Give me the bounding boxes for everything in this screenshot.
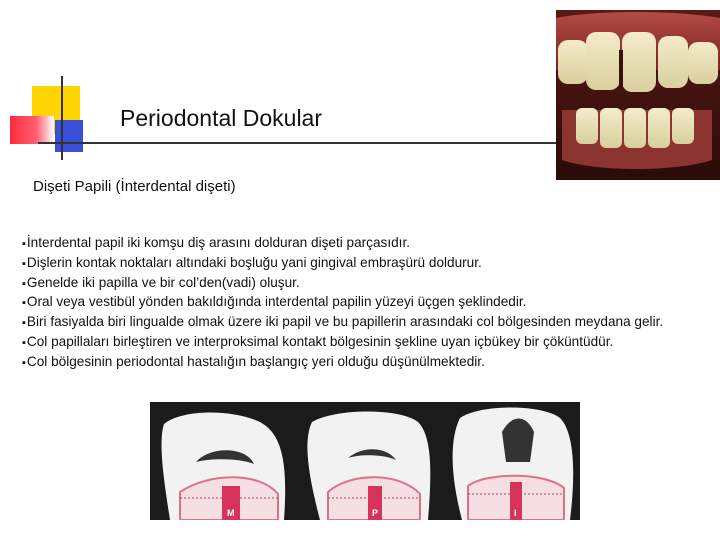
slide-subtitle: Dişeti Papili (İnterdental dişeti) xyxy=(33,178,236,195)
decor-horizontal-line xyxy=(38,142,598,144)
bullet-item: ▪ Dişlerin kontak noktaları altındaki boşluğu yani gingival embraşürü doldurur. xyxy=(22,254,720,274)
bullet-item: ▪ Col bölgesinin periodontal hastalığın başlangıç yeri olduğu düşünülmektedir. xyxy=(22,353,720,373)
bullet-item: ▪ Genelde iki papilla ve bir col’den(vadi) oluşur. xyxy=(22,274,720,294)
slide-title: Periodontal Dokular xyxy=(120,105,323,131)
decor-vertical-line xyxy=(61,76,63,160)
figure-label-i: I xyxy=(514,508,517,518)
figure-label-m: M xyxy=(227,508,235,518)
bullet-list xyxy=(22,234,720,373)
figure-label-p: P xyxy=(372,508,379,518)
bullet-item: ▪ Oral veya vestibül yönden bakıldığında interdental papilin yüzeyi üçgen şeklindedir. xyxy=(22,293,720,313)
decor-red-bar xyxy=(10,116,54,144)
decor-blue-square xyxy=(55,120,83,152)
bullet-item: ▪ Col papillaları birleştiren ve interproksimal kontakt bölgesinin şekline uyan içbükey bir çöküntüdür. xyxy=(22,333,720,353)
bullet-item: ▪ Biri fasiyalda biri lingualde olmak üzere iki papil ve bu papillerin arasındaki col bölgesinden meydana gelir. xyxy=(22,313,720,333)
papilla-illustration xyxy=(150,402,580,520)
bullet-item: ▪ İnterdental papil iki komşu diş arasını dolduran dişeti parçasıdır. xyxy=(22,234,720,254)
teeth-photo xyxy=(556,10,720,180)
